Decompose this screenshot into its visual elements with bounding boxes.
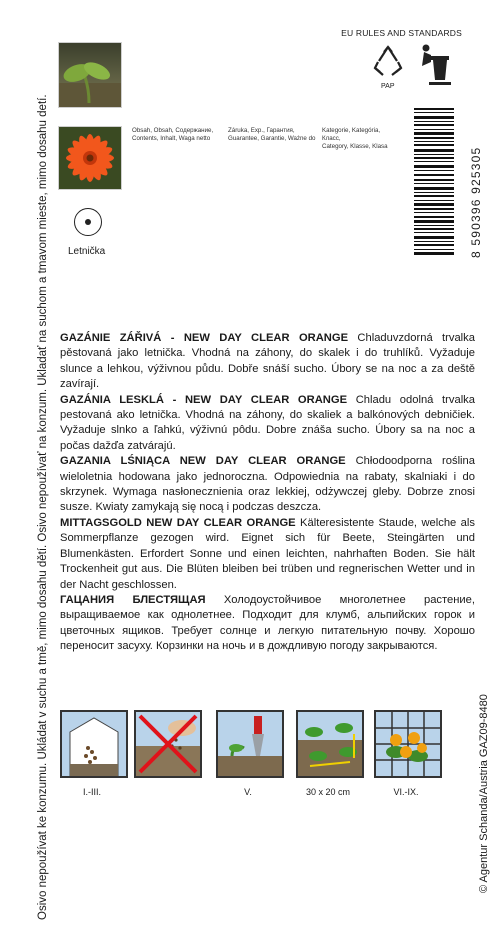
- info-category-label: Kategorie, Kategória, Класс,: [322, 127, 381, 142]
- description-sk-title: GAZÁNIA LESKLÁ - NEW DAY CLEAR ORANGE: [60, 393, 348, 406]
- panel-label-spacing: 30 x 20 cm: [305, 787, 351, 797]
- panel-label-planting: V.: [244, 787, 252, 797]
- side-warning-text: [0, 0, 60, 929]
- description-de-text: Kälteresistente Staude, welche als Sommerpflanze gezogen wird. Eignet sich für Beete, Steingärten und Blumenkästen. Erfordert Sonne und einen leichten, nahrhaften Boden. Sie hält Trockenheit gut aus. Die Blüten bleiben bei trüben und regnerischen Wetter und in der Nacht geschlossen.: [60, 516, 475, 591]
- description-pl-title: GAZANIA LŚNIĄCA NEW DAY CLEAR ORANGE: [60, 455, 346, 468]
- recycle-icon: [370, 44, 406, 80]
- description-ru: [60, 593, 475, 655]
- eu-rules-title: EU RULES AND STANDARDS: [341, 28, 462, 38]
- description-pl-text: Chłodoodporna roślina wieloletnia hodowana jako jednoroczna. Odpowiednia na rabaty, skalniaki i do skrzynek. Wymaga nasłonecznienia oraz lekkiej, odżywczej gleby. Dobrze znosi susze. Kwiaty zamykają się nocą i podczas deszcza.: [60, 455, 475, 514]
- annual-icon: [74, 208, 102, 236]
- info-content-label: Obsah, Obsah, Содержание,: [132, 127, 214, 134]
- planting-trowel-icon: [216, 710, 284, 778]
- flower-photo: [58, 126, 122, 190]
- seedling-photo: [58, 42, 122, 108]
- info-guarantee-label: Záruka, Exp., Гарантия,: [228, 127, 295, 134]
- description-cz: [60, 331, 475, 393]
- description-sk: [60, 393, 475, 455]
- company-code: © Agentur Schanda/Austria GAZ09-8480: [478, 694, 490, 893]
- barcode: [412, 108, 483, 258]
- description-de: [60, 516, 475, 593]
- description-pl: [60, 454, 475, 516]
- info-content-label-2: Contents, Inhalt, Waga netto: [132, 135, 211, 142]
- description-ru-text: Холодоустойчивое многолетнее растение, выращиваемое как однолетнее. Подходит для клумб, альпийских горок и цветочных ящиков. Требует солнце и легкую питательную почву. Хорошо переносит засуху. Корзинки на ночь и в дождливую погоду закрываются.: [60, 593, 476, 653]
- description-sk-text: Chladu odolná trvalka pestovaná ako letnička. Vhodná na záhony, do skaliek a balkónových debničiek. Vyžaduje slnko a ľahkú, výživnú pôdu. Dobre znáša sucho. Úbory sa na noc a počas dažďa zatvárajú.: [60, 393, 475, 452]
- indoor-sowing-icon: [60, 710, 128, 778]
- description-de-title: MITTAGSGOLD NEW DAY CLEAR ORANGE: [60, 516, 296, 529]
- flowering-icon: [374, 710, 442, 778]
- outdoor-sowing-crossed-icon: [134, 710, 202, 778]
- description-cz-text: Chladuvzdorná trvalka pěstovaná jako letnička. Vhodná na záhony, do skalek i do truhlíků. Vyžaduje slunce a lehkou, výživnou půdu. Dobře snáší sucho. Úbory se na noc a za deště zavírají.: [60, 332, 475, 391]
- barcode-digits: 8 590396 925305: [469, 146, 483, 258]
- panel-label-flowering: VI.-IX.: [393, 787, 419, 797]
- side-warning-outer: Osivo nepoužívat ke konzumu. Ukládat v suchu a tmě, mimo dosahu dětí. Osivo nepoužívať na konzum. Ukladať na suchom a tmavom mieste, mimo dosahu detí.: [37, 94, 49, 920]
- info-category-label-2: Category, Klasse, Klasa: [322, 143, 388, 150]
- pap-label: PAP: [381, 83, 395, 90]
- description-ru-title: ГАЦАНИЯ БЛЕСТЯЩАЯ: [60, 593, 206, 606]
- description-cz-title: GAZÁNIE ZÁŘIVÁ - NEW DAY CLEAR ORANGE: [60, 332, 349, 344]
- annual-label: Letnička: [68, 246, 106, 257]
- panel-label-sowing: I.-III.: [83, 787, 101, 797]
- description-block: [60, 331, 475, 655]
- spacing-icon: [296, 710, 364, 778]
- litter-bin-icon: [417, 42, 453, 86]
- info-guarantee-label-2: Guarantee, Garantie, Ważne do: [228, 135, 316, 142]
